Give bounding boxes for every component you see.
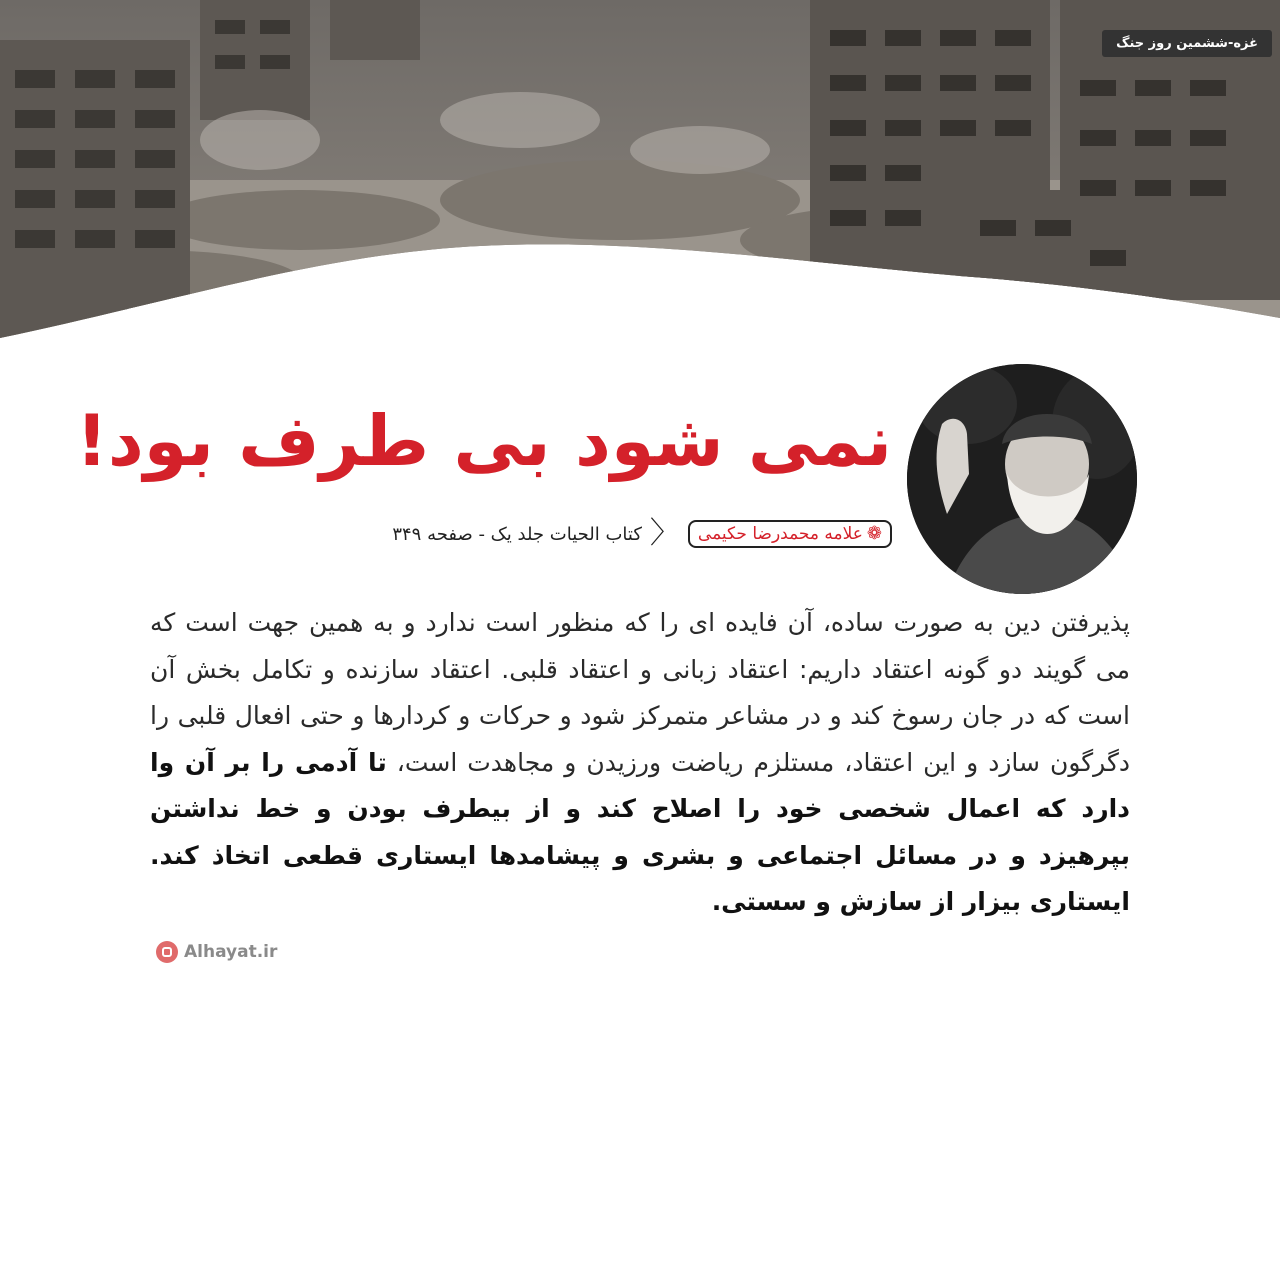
- war-ruins-photo: [0, 0, 1280, 360]
- war-day-tag: غزه-ششمین روز جنگ: [1102, 30, 1272, 57]
- article-body: [150, 600, 1130, 926]
- book-reference: کتاب الحیات جلد یک - صفحه ۳۴۹: [392, 523, 642, 545]
- body-regular-text: پذیرفتن دین به صورت ساده، آن فایده ای را که منظور است ندارد و به همین جهت است که می گویند دو گونه اعتقاد داریم: اعتقاد زبانی و اعتقاد قلبی. اعتقاد سازنده و تکامل بخش آن است که در جان رسوخ کند و در مشاعر متمرکز شود و حرکات و کردارها و حتی افعال قلبی را دگرگون سازد و این اعتقاد، مستلزم ریاضت ورزیدن و مجاهدت است،: [150, 608, 1130, 777]
- page-title: نمی شود بی طرف بود!: [75, 400, 892, 482]
- author-badge: [688, 520, 892, 548]
- brand-watermark: [156, 941, 277, 963]
- author-name: علامه محمدرضا حکیمی: [697, 524, 863, 544]
- flower-icon: ❁: [866, 523, 882, 544]
- body-bold-text: تا آدمی را بر آن وا دارد که اعمال شخصی خود را اصلاح کند و از بیطرف بودن و خط نداشتن بپرهیزد و در مسائل اجتماعی و بشری و پیشامدها ایستاری قطعی اتخاذ کند. ایستاری بیزار از سازش و سستی.: [150, 747, 1130, 916]
- instagram-icon: [156, 941, 178, 963]
- chevron-left-icon: 〈: [649, 516, 680, 551]
- brand-name: Alhayat.ir: [184, 942, 278, 962]
- author-portrait: [907, 364, 1137, 594]
- source-line: [392, 516, 892, 551]
